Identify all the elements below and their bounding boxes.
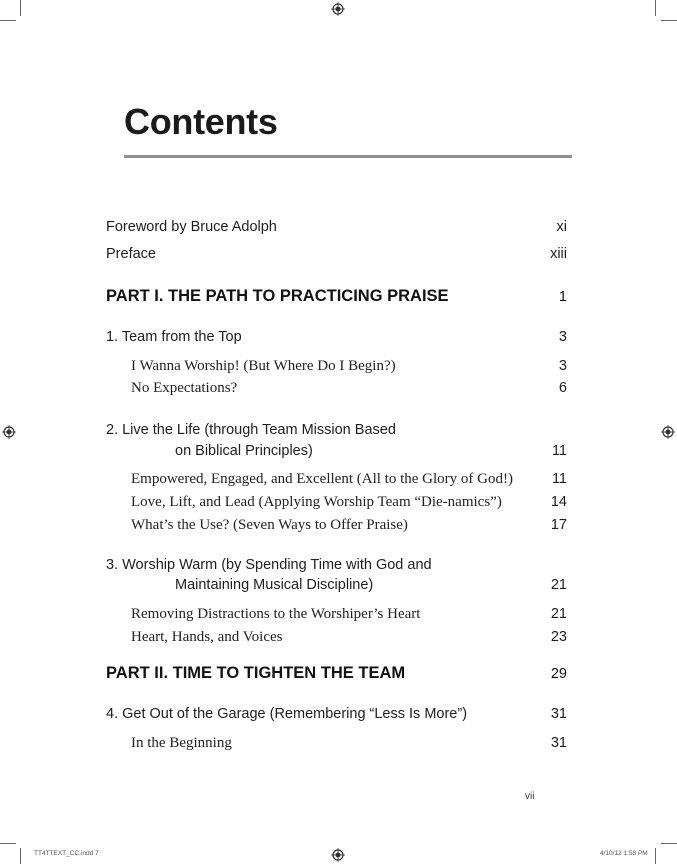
toc-entry-page: xi (556, 219, 567, 235)
toc-entry-page: 11 (551, 443, 567, 459)
toc-chapter-label: 4. Get Out of the Garage (Remembering “Less Is More”) (106, 706, 468, 722)
slug-timestamp: 4/10/12 1:58 PM (600, 850, 648, 857)
slug-filename: TT4TTEXT_CC.indd 7 (34, 850, 99, 857)
crop-mark (0, 843, 16, 844)
toc-chapter-label: 2. Live the Life (through Team Mission Based (106, 422, 396, 438)
toc-section[interactable] (0, 358, 677, 380)
toc-section-label: Love, Lift, and Lead (Applying Worship Team “Die-namics”) (131, 494, 502, 510)
crop-mark (0, 20, 16, 21)
toc-section-label: No Expectations? (131, 380, 238, 396)
toc-chapter-label: 1. Team from the Top (106, 329, 242, 345)
toc-chapter-4[interactable] (0, 706, 677, 728)
registration-mark-icon (331, 2, 345, 16)
toc-entry-page: 14 (550, 494, 567, 510)
crop-mark (661, 843, 677, 844)
toc-entry-page: xiii (550, 246, 567, 262)
toc-entry-page: 3 (558, 329, 567, 345)
toc-part-label: PART I. THE PATH TO PRACTICING PRAISE (106, 287, 449, 305)
title-rule (124, 155, 572, 158)
toc-section-label: Removing Distractions to the Worshiper’s Heart (131, 606, 421, 622)
toc-chapter-3-continued[interactable] (0, 577, 677, 599)
toc-section[interactable] (0, 494, 677, 516)
toc-entry-page: 11 (551, 471, 567, 487)
toc-section[interactable] (0, 380, 677, 402)
toc-part-label: PART II. TIME TO TIGHTEN THE TEAM (106, 664, 406, 682)
toc-section-label: What’s the Use? (Seven Ways to Offer Praise) (131, 517, 408, 533)
toc-section[interactable] (0, 471, 677, 493)
toc-entry-page: 29 (550, 666, 567, 682)
toc-section[interactable] (0, 517, 677, 539)
crop-mark (20, 848, 21, 864)
crop-mark (20, 0, 21, 16)
toc-entry-label: Preface (106, 246, 156, 262)
toc-section-label: Empowered, Engaged, and Excellent (All to the Glory of God!) (131, 471, 513, 487)
toc-entry-page: 31 (550, 735, 567, 751)
page-title: Contents (124, 101, 278, 142)
toc-entry-page: 23 (550, 629, 567, 645)
toc-section[interactable] (0, 629, 677, 651)
toc-part-1[interactable] (0, 287, 677, 309)
toc-entry-page: 31 (550, 706, 567, 722)
toc-section[interactable] (0, 735, 677, 757)
toc-chapter-1[interactable] (0, 329, 677, 351)
crop-mark (655, 848, 656, 864)
toc-chapter-label: 3. Worship Warm (by Spending Time with God and (106, 557, 432, 573)
toc-entry-page: 21 (550, 606, 567, 622)
page-number: vii (525, 791, 535, 802)
toc-entry-preface[interactable] (0, 246, 677, 268)
toc-chapter-label: on Biblical Principles) (175, 443, 313, 459)
toc-part-2[interactable] (0, 664, 677, 686)
crop-mark (661, 20, 677, 21)
toc-entry-page: 1 (558, 289, 567, 305)
toc-section-label: Heart, Hands, and Voices (131, 629, 283, 645)
toc-entry-label: Foreword by Bruce Adolph (106, 219, 277, 235)
toc-section-label: I Wanna Worship! (But Where Do I Begin?) (131, 358, 396, 374)
toc-entry-page: 6 (558, 380, 567, 396)
toc-chapter-2[interactable] (0, 422, 677, 444)
toc-entry-page: 3 (558, 358, 567, 374)
registration-mark-icon (331, 848, 345, 862)
toc-section-label: In the Beginning (131, 735, 232, 751)
toc-chapter-label: Maintaining Musical Discipline) (175, 577, 374, 593)
crop-mark (655, 0, 656, 16)
toc-chapter-3[interactable] (0, 557, 677, 579)
toc-entry-page: 17 (550, 517, 567, 533)
toc-entry-page: 21 (550, 577, 567, 593)
toc-entry-foreword[interactable] (0, 219, 677, 241)
toc-chapter-2-continued[interactable] (0, 443, 677, 465)
toc-section[interactable] (0, 606, 677, 628)
